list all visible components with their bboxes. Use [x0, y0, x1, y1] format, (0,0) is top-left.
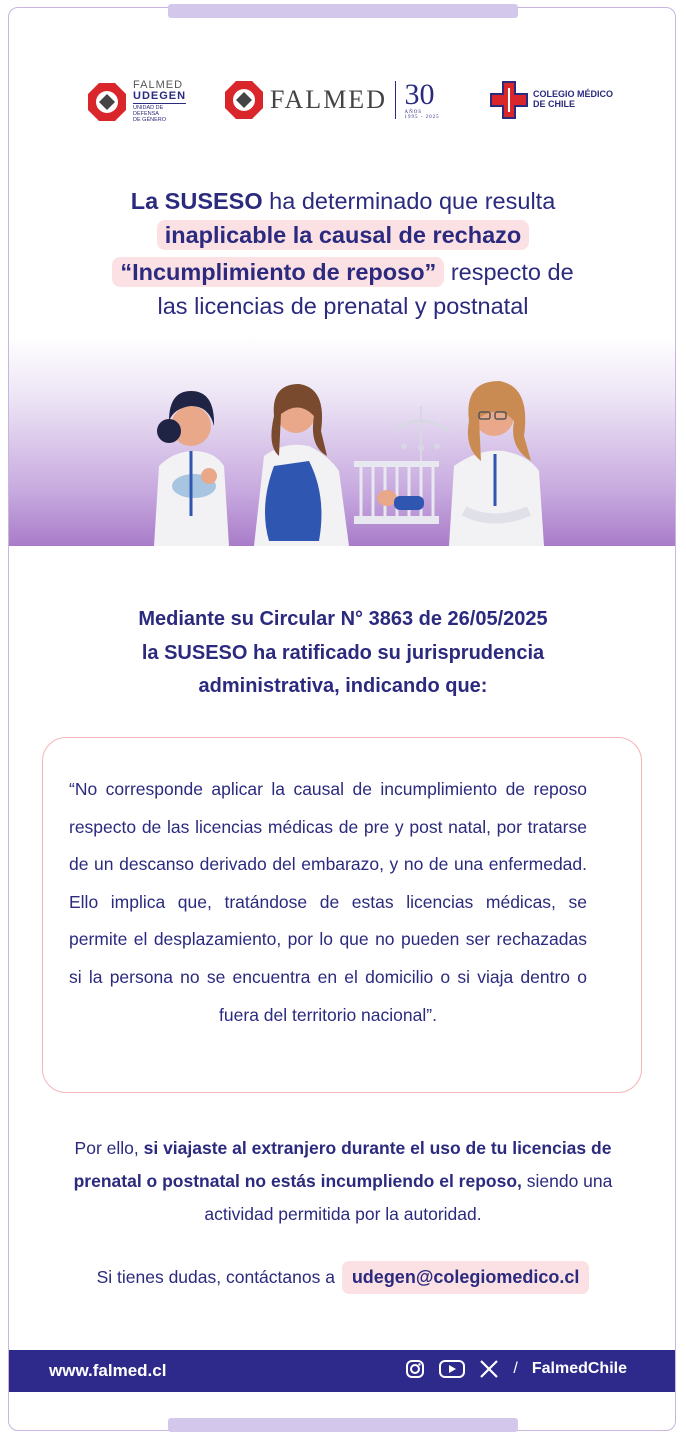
- conclusion-paragraph: [69, 1132, 617, 1231]
- falmed-octagon-icon: [224, 80, 264, 120]
- pregnant-doctor-icon: [254, 384, 349, 546]
- circular-line-1: Mediante su Circular N° 3863 de 26/05/2025: [138, 608, 548, 630]
- medical-cross-icon: [489, 80, 529, 120]
- years-word: AÑOS: [404, 110, 423, 115]
- conclusion-bold: si viajaste al extranjero durante el uso de tu licencias de prenatal o postnatal no estás incumpliendo el reposo,: [73, 1138, 612, 1191]
- x-twitter-icon[interactable]: [479, 1359, 499, 1379]
- udegen-sub-1: UNIDAD DE: [133, 105, 164, 111]
- footer-bar: [9, 1350, 676, 1392]
- headline-highlight-1: inaplicable la causal de rechazo: [157, 220, 530, 250]
- falmed-udegen-logo: [87, 80, 186, 123]
- social-handle[interactable]: FalmedChile: [531, 1360, 627, 1377]
- years-number: 30: [404, 78, 435, 111]
- doctor-with-baby-icon: [154, 391, 229, 546]
- social-links: [405, 1359, 627, 1379]
- colegio-line-2: DE CHILE: [533, 99, 576, 109]
- udegen-top-text: FALMED: [133, 79, 184, 91]
- udegen-sub-3: DE GÉNERO: [133, 116, 167, 123]
- falmed-wordmark: FALMED: [270, 85, 387, 114]
- logo-divider: [395, 81, 397, 119]
- email-link[interactable]: udegen@colegiomedico.cl: [342, 1261, 590, 1294]
- udegen-sub-2: DEFENSA: [133, 110, 159, 117]
- headline-highlight-2: “Incumplimiento de reposo”: [112, 257, 444, 287]
- headline-line-1: [9, 188, 676, 215]
- conclusion-post: siendo una actividad permitida por la autoridad.: [204, 1171, 613, 1224]
- conclusion-pre: Por ello,: [74, 1138, 144, 1158]
- contact-text: Si tienes dudas, contáctanos a: [96, 1267, 340, 1287]
- top-tab-decoration: [168, 4, 518, 18]
- circular-paragraph: [9, 603, 676, 704]
- headline-l3-rest: respecto de: [444, 259, 574, 285]
- years-range: 1995 - 2025: [404, 115, 440, 120]
- falmed-30-logo: [224, 80, 440, 120]
- falmed-octagon-icon: [87, 82, 127, 122]
- headline-suseso: La SUSESO: [130, 188, 263, 214]
- headline-line-3: [9, 259, 676, 286]
- headline-line-2: [9, 222, 676, 249]
- colegio-medico-logo: [489, 80, 613, 120]
- flyer-frame: [8, 7, 676, 1431]
- colegio-line-1: COLEGIO MÉDICO: [533, 89, 614, 100]
- contact-line: [9, 1261, 676, 1294]
- circular-line-3: administrativa, indicando que:: [198, 675, 488, 697]
- doctor-arms-crossed-icon: [449, 381, 544, 546]
- instagram-icon[interactable]: [405, 1359, 425, 1379]
- headline-line-4: [9, 293, 676, 320]
- doctors-illustration: [9, 336, 676, 546]
- headline-l1-rest: ha determinado que resulta: [262, 188, 556, 214]
- quote-text: “No corresponde aplicar la causal de incumplimiento de reposo respecto de las licencias médicas de pre y post natal, por tratarse de un descanso derivado del embarazo, y no de una enfermedad. Ello implica que, tratándose de estas licencias médicas, se permite el desplazamiento, por lo que no pueden ser rechazadas si la persona no se encuentra en el domicilio o si viaja dentro o fuera del territorio nacional”.: [69, 779, 587, 1025]
- headline-l4: las licencias de prenatal y postnatal: [157, 293, 529, 319]
- circular-line-2: la SUSESO ha ratificado su jurisprudencia: [141, 641, 545, 664]
- logo-row: [9, 78, 676, 138]
- footer-separator: /: [513, 1360, 518, 1377]
- udegen-name-text: UDEGEN: [133, 90, 187, 102]
- crib-icon: [354, 406, 449, 524]
- website-link[interactable]: www.falmed.cl: [49, 1361, 167, 1380]
- youtube-icon[interactable]: [439, 1359, 465, 1379]
- bottom-tab-decoration: [168, 1418, 518, 1432]
